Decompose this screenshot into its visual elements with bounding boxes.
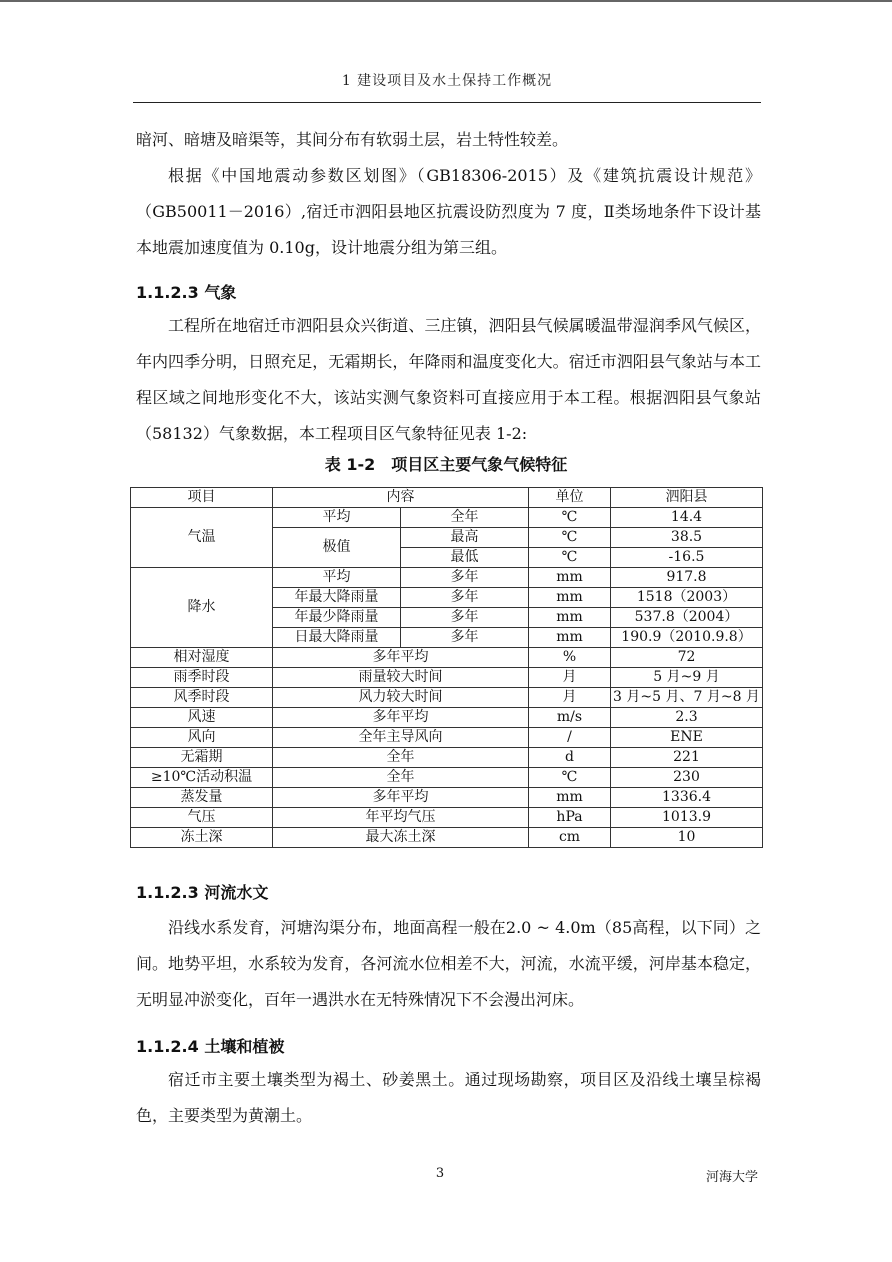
table-cell: cm: [529, 828, 611, 848]
table-cell: ℃: [529, 508, 611, 528]
table-cell: 多年平均: [273, 788, 529, 808]
table-cell: %: [529, 648, 611, 668]
page-number: 3: [435, 1166, 445, 1181]
table-cell: 风向: [131, 728, 273, 748]
table-row: [131, 788, 763, 808]
table-cell: 雨量较大时间: [273, 668, 529, 688]
table-row: [131, 808, 763, 828]
table-row: [131, 668, 763, 688]
table-cell: hPa: [529, 808, 611, 828]
table-row: [131, 568, 763, 588]
table-cell: 230: [611, 768, 763, 788]
table-cell: 14.4: [611, 508, 763, 528]
header-cell: 内容: [273, 488, 529, 508]
header-cell: 单位: [529, 488, 611, 508]
table-cell: 38.5: [611, 528, 763, 548]
table-cell: 全年: [273, 768, 529, 788]
table-cell: -16.5: [611, 548, 763, 568]
table-cell: 雨季时段: [131, 668, 273, 688]
paragraph-meteorology: 工程所在地宿迁市泗阳县众兴街道、三庄镇，泗阳县气候属暖温带湿润季风气候区，年内四季分明，日照充足，无霜期长，年降雨和温度变化大。宿迁市泗阳县气象站与本工程区域之间地形变化不大，该站实测气象资料可直接应用于本工程。根据泗阳县气象站（58132）气象数据，本工程项目区气象特征见表 1-2:: [136, 316, 761, 443]
section-heading-hydrology: 1.1.2.3 河流水文: [136, 883, 269, 902]
table-cell: 190.9（2010.9.8）: [611, 628, 763, 648]
table-cell: 平均: [273, 508, 401, 528]
climate-table: [130, 487, 763, 848]
table-cell: 平均: [273, 568, 401, 588]
table-cell: mm: [529, 608, 611, 628]
table-cell: 多年: [401, 608, 529, 628]
header-rule: [133, 102, 761, 103]
table-row: [131, 768, 763, 788]
footer-organization: 河海大学: [705, 1170, 758, 1185]
paragraph-seismic: 根据《中国地震动参数区划图》（GB18306-2015）及《建筑抗震设计规范》（GB50011－2016）,宿迁市泗阳县地区抗震设防烈度为 7 度，Ⅱ类场地条件下设计基本地震加速度值为 0.10g，设计地震分组为第三组。: [136, 166, 761, 257]
paragraph-soil: 宿迁市主要土壤类型为褐土、砂姜黑土。通过现场勘察，项目区及沿线土壤呈棕褐色，主要类型为黄潮土。: [136, 1070, 761, 1125]
table-cell: mm: [529, 568, 611, 588]
table-cell: 无霜期: [131, 748, 273, 768]
table-cell: 537.8（2004）: [611, 608, 763, 628]
table-cell: 全年: [401, 508, 529, 528]
table-cell: 冻土深: [131, 828, 273, 848]
table-row: [131, 508, 763, 528]
table-cell: 风速: [131, 708, 273, 728]
header-cell: 项目: [131, 488, 273, 508]
table-cell: mm: [529, 628, 611, 648]
table-cell: mm: [529, 588, 611, 608]
table-cell: 最低: [401, 548, 529, 568]
table-cell: ENE: [611, 728, 763, 748]
section-heading-meteorology: 1.1.2.3 气象: [136, 283, 237, 302]
table-row: [131, 708, 763, 728]
running-header: 1 建设项目及水土保持工作概况: [341, 73, 553, 89]
table-row: [131, 728, 763, 748]
table-header-row: [131, 488, 763, 508]
paragraph-hydrology: 沿线水系发育，河塘沟渠分布，地面高程一般在2.0 ~ 4.0m（85高程，以下同）之间。地势平坦，水系较为发育，各河流水位相差不大，河流，水流平缓，河岸基本稳定，无明显冲淤变化，百年一遇洪水在无特殊情况下不会漫出河床。: [136, 918, 761, 1009]
table-cell: 气压: [131, 808, 273, 828]
table-cell: 月: [529, 668, 611, 688]
table-cell: 风季时段: [131, 688, 273, 708]
table-cell: 月: [529, 688, 611, 708]
table-cell: 221: [611, 748, 763, 768]
table-cell: 1336.4: [611, 788, 763, 808]
row-group-label: 降水: [131, 568, 273, 648]
section-heading-soil: 1.1.2.4 土壤和植被: [136, 1037, 285, 1056]
table-cell: 极值: [273, 528, 401, 568]
table-cell: 相对湿度: [131, 648, 273, 668]
table-cell: d: [529, 748, 611, 768]
table-row: [131, 648, 763, 668]
table-cell: 917.8: [611, 568, 763, 588]
table-cell: 多年: [401, 628, 529, 648]
table-cell: ≥10℃活动积温: [131, 768, 273, 788]
table-cell: 多年: [401, 588, 529, 608]
paragraph-geology-end: 暗河、暗塘及暗渠等，其间分布有软弱土层，岩土特性较差。: [136, 130, 569, 149]
table-cell: 多年平均: [273, 648, 529, 668]
row-group-label: 气温: [131, 508, 273, 568]
table-cell: 蒸发量: [131, 788, 273, 808]
table-cell: ℃: [529, 768, 611, 788]
table-cell: 日最大降雨量: [273, 628, 401, 648]
table-cell: m/s: [529, 708, 611, 728]
table-cell: 1013.9: [611, 808, 763, 828]
table-cell: 全年: [273, 748, 529, 768]
table-cell: 年最少降雨量: [273, 608, 401, 628]
table-cell: 风力较大时间: [273, 688, 529, 708]
table-cell: 最大冻土深: [273, 828, 529, 848]
table-cell: mm: [529, 788, 611, 808]
table-cell: 年最大降雨量: [273, 588, 401, 608]
table-row: [131, 828, 763, 848]
table-cell: /: [529, 728, 611, 748]
table-row: [131, 688, 763, 708]
table-cell: 多年: [401, 568, 529, 588]
table-cell: 10: [611, 828, 763, 848]
header-cell: 泗阳县: [611, 488, 763, 508]
table-cell: 1518（2003）: [611, 588, 763, 608]
table-row: [131, 748, 763, 768]
table-cell: 最高: [401, 528, 529, 548]
table-cell: 2.3: [611, 708, 763, 728]
table-cell: 3 月~5 月、7 月~8 月: [611, 688, 763, 708]
table-cell: ℃: [529, 528, 611, 548]
top-edge-line: [0, 0, 892, 2]
table-caption: 表 1-2 项目区主要气象气候特征: [324, 455, 568, 474]
table-cell: 年平均气压: [273, 808, 529, 828]
table-cell: ℃: [529, 548, 611, 568]
table-cell: 5 月~9 月: [611, 668, 763, 688]
table-cell: 72: [611, 648, 763, 668]
table-cell: 多年平均: [273, 708, 529, 728]
table-cell: 全年主导风向: [273, 728, 529, 748]
